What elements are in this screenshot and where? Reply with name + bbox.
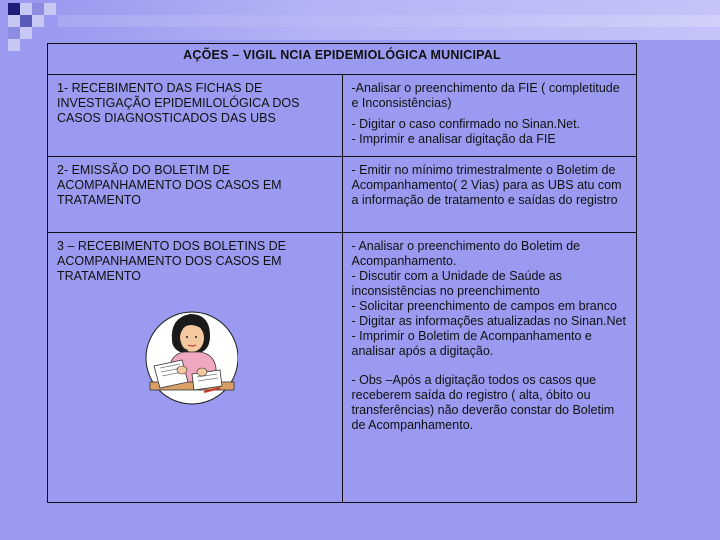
detail-line: - Emitir no mínimo trimestralmente o Boletim de Acompanhamento( 2 Vias) para as UBS atu com a informação de tratamento e saídas do registro [351, 163, 622, 207]
detail-line: -Analisar o preenchimento da FIE ( completitude e Inconsistências) [351, 81, 620, 110]
detail-line: - Digitar as informações atualizadas no Sinan.Net [351, 314, 626, 328]
detail-line: - Discutir com a Unidade de Saúde as inconsistências no preenchimento [351, 269, 563, 298]
detail-line: - Solicitar preenchimento de campos em branco [351, 299, 617, 313]
detail-line: - Imprimir o Boletim de Acompanhamento e analisar após a digitação. [351, 329, 592, 358]
table-row [48, 233, 637, 503]
detail-line: - Analisar o preenchimento do Boletim de Acompanhamento. [351, 239, 581, 268]
detail-line: - Imprimir e analisar digitação da FIE [351, 132, 556, 146]
details-cell [342, 157, 637, 233]
spacer [352, 359, 631, 367]
detail-line: - Digitar o caso confirmado no Sinan.Net. [351, 117, 581, 131]
table-header-row [48, 44, 637, 75]
corner-square [44, 3, 56, 15]
action-cell: 2- EMISSÃO DO BOLETIM DE ACOMPANHAMENTO DOS CASOS EM TRATAMENTO [48, 157, 343, 233]
corner-square [8, 15, 20, 27]
action-cell: 1- RECEBIMENTO DAS FICHAS DE INVESTIGAÇÃO EPIDEMILOLÓGICA DOS CASOS DIAGNOSTICADOS DAS UBS [48, 75, 343, 157]
corner-square [8, 39, 20, 51]
top-band-stripe [58, 15, 720, 27]
table-row [48, 157, 637, 233]
corner-square [20, 3, 32, 15]
actions-table [47, 43, 637, 503]
corner-square [32, 15, 44, 27]
details-cell [342, 233, 637, 503]
table-title: AÇÕES – VIGIL NCIA EPIDEMIOLÓGICA MUNICIPAL [48, 44, 637, 75]
actions-table-container [47, 43, 637, 503]
woman-reading-document-icon [142, 300, 238, 410]
corner-square [8, 27, 20, 39]
table-row [48, 75, 637, 157]
corner-square [20, 15, 32, 27]
action-cell: 3 – RECEBIMENTO DOS BOLETINS DE ACOMPANHAMENTO DOS CASOS EM TRATAMENTO [48, 233, 343, 503]
details-cell [342, 75, 637, 157]
corner-square [20, 27, 32, 39]
detail-line: - Obs –Após a digitação todos os casos que receberem saída do registro ( alta, óbito ou transferências) não deverão constar do Boletim de Acompanhamento. [351, 373, 615, 432]
corner-square [32, 3, 44, 15]
corner-square [8, 3, 20, 15]
